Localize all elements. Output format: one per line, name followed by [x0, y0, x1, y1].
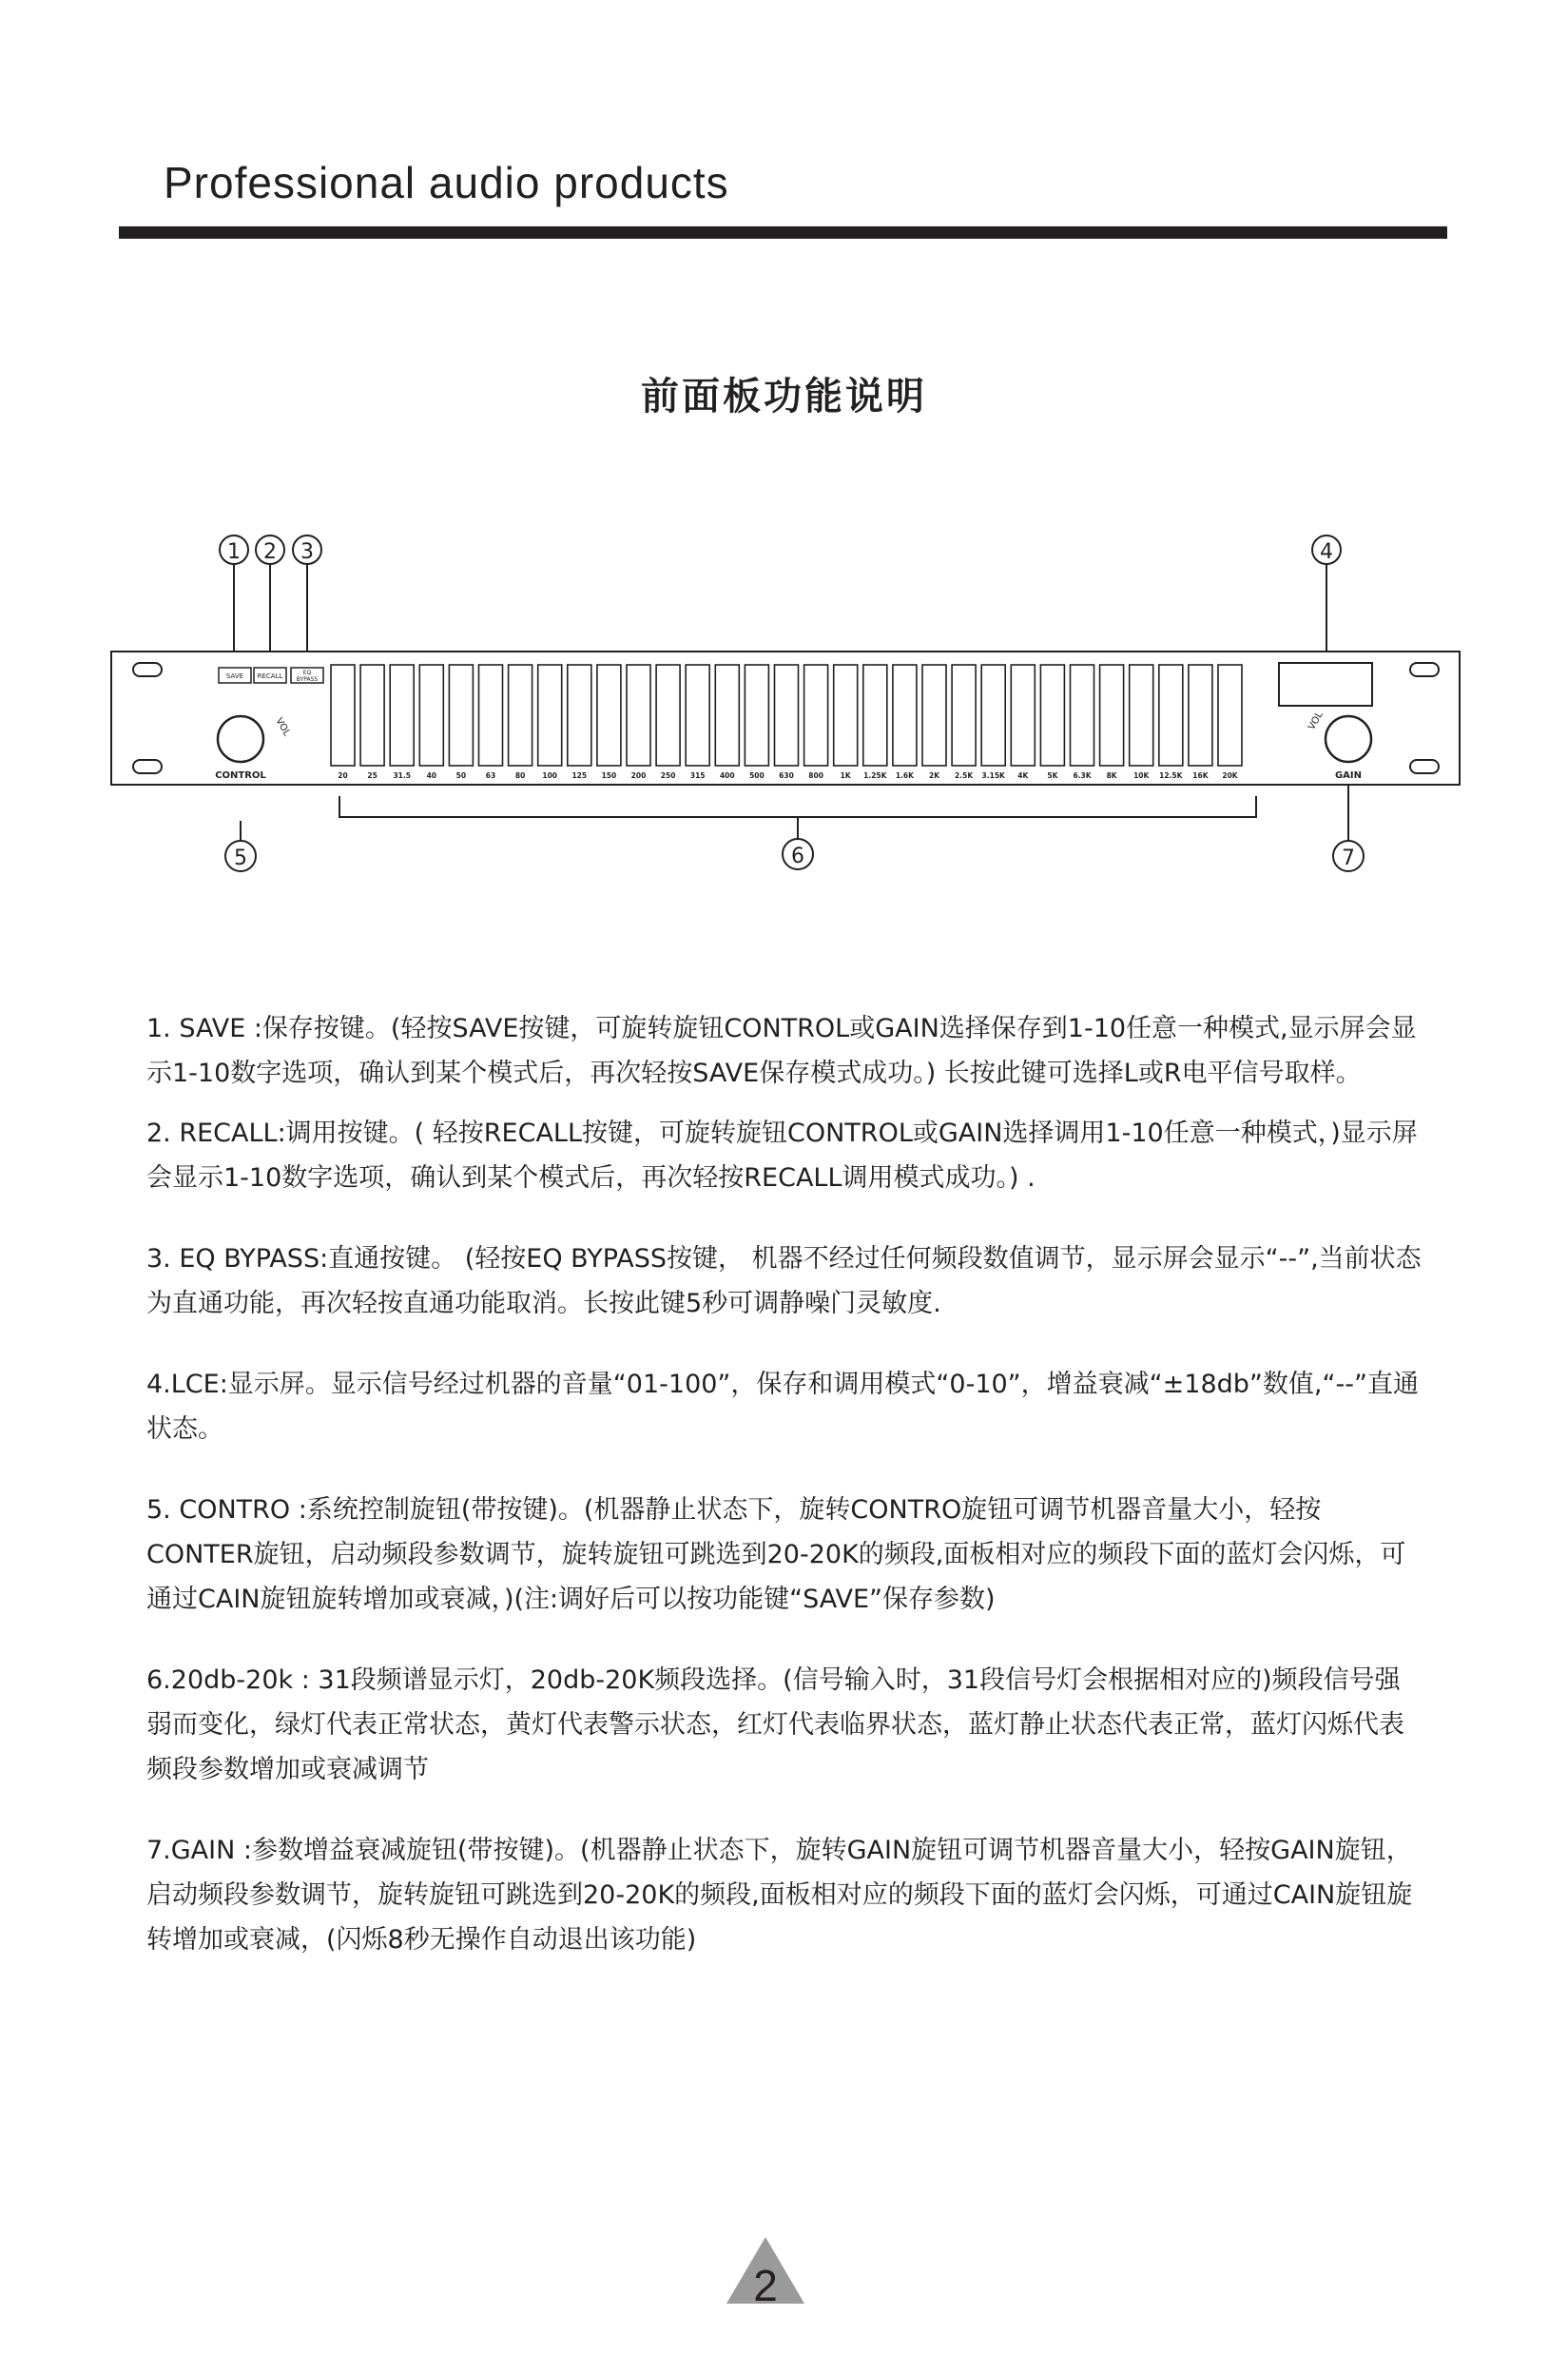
band-slot-10K: [1130, 665, 1153, 766]
band-slot-4K: [1011, 665, 1035, 766]
callout-6-label: 6: [791, 845, 804, 868]
band-slot-31.5: [390, 665, 414, 766]
eq-bypass-label-line1: EQ: [302, 670, 312, 676]
band-slot-1.6K: [893, 665, 917, 766]
callout-4-label: 4: [1320, 540, 1333, 564]
band-slot-5K: [1040, 665, 1064, 766]
band-label-25: 25: [367, 771, 377, 780]
paragraph-lcd: 4.LCE:显示屏。显示信号经过机器的音量“01-100”，保存和调用模式“0-10”，增益衰减“±18db”数值,“--”直通状态。: [146, 1370, 1419, 1444]
band-slot-2K: [922, 665, 946, 766]
band-slot-250: [656, 665, 680, 766]
callout-5-label: 5: [234, 847, 247, 870]
band-slot-8K: [1100, 665, 1124, 766]
callout-3-label: 3: [300, 540, 314, 564]
header-title: Professional audio products: [164, 158, 729, 207]
band-label-150: 150: [601, 771, 617, 780]
band-label-80: 80: [514, 771, 526, 780]
band-slot-1K: [834, 665, 858, 766]
band-label-1K: 1K: [840, 771, 851, 780]
paragraph-bands: 6.20db-20k : 31段频谱显示灯，20db-20K频段选择。(信号输入时，31段信号灯会根据相对应的)频段信号强弱而变化，绿灯代表正常状态，黄灯代表警示状态，红灯代表临界状态，蓝灯静止状态代表正常，蓝灯闪烁代表频段参数增加或衰减调节: [146, 1665, 1404, 1784]
callout-7-label: 7: [1342, 847, 1355, 870]
paragraph-recall: 2. RECALL:调用按键。( 轻按RECALL按键，可旋转旋钮CONTROL或GAIN选择调用1-10任意一种模式，)显示屏会显示1-10数字选项，确认到某个模式后，再次轻按RECALL调用模式成功。) .: [146, 1119, 1418, 1193]
callout-3: [293, 535, 321, 564]
gain-knob[interactable]: [1326, 716, 1371, 762]
band-label-250: 250: [660, 771, 676, 780]
gain-knob-label: GAIN: [1334, 770, 1363, 781]
page-number: 2: [753, 2261, 778, 2310]
band-slot-2.5K: [952, 665, 976, 766]
band-label-125: 125: [571, 771, 588, 780]
band-label-200: 200: [630, 771, 647, 780]
eq-bypass-label-line2: BYPASS: [296, 676, 319, 683]
lcd-display: [1279, 663, 1372, 706]
control-knob[interactable]: [218, 716, 263, 762]
callout-2-label: 2: [263, 540, 277, 564]
band-slot-80: [509, 665, 532, 766]
band-label-1.6K: 1.6K: [895, 771, 914, 780]
front-panel-diagram: [0, 0, 1568, 951]
paragraph-control: 5. CONTRO :系统控制旋钮(带按键)。(机器静止状态下，旋转CONTRO旋钮可调节机器音量大小，轻按CONTER旋钮，启动频段参数调节，旋转旋钮可跳选到20-20K的频段,面板相对应的频段下面的蓝灯会闪烁，可通过CAIN旋钮旋转增加或衰减，)(注:调好后可以按功能键“SAVE”保存参数): [146, 1495, 1406, 1614]
band-label-20K: 20K: [1222, 771, 1238, 780]
callout-4: [1312, 535, 1341, 564]
band-label-2.5K: 2.5K: [955, 771, 974, 780]
page-number-badge: [725, 2235, 806, 2310]
band-slot-6.3K: [1071, 665, 1094, 766]
paragraph-gain: 7.GAIN :参数增益衰减旋钮(带按键)。(机器静止状态下，旋转GAIN旋钮可调节机器音量大小，轻按GAIN旋钮，启动频段参数调节，旋转旋钮可跳选到20-20K的频段,面板相对应的频段下面的蓝灯会闪烁，可通过CAIN旋钮旋转增加或衰减，(闪烁8秒无操作自动退出该功能): [146, 1836, 1413, 1955]
callout-7: [1333, 841, 1364, 871]
band-label-50: 50: [455, 771, 467, 780]
band-label-63: 63: [485, 771, 496, 780]
page-heading: 前面板功能说明: [641, 375, 927, 418]
band-slot-3.15K: [981, 665, 1005, 766]
band-slot-800: [804, 665, 828, 766]
control-vol-label: VOL: [273, 716, 292, 738]
band-slot-150: [597, 665, 621, 766]
band-slot-12.5K: [1159, 665, 1183, 766]
band-slot-50: [449, 665, 473, 766]
callout-2: [256, 535, 284, 564]
band-label-6.3K: 6.3K: [1073, 771, 1092, 780]
band-label-4K: 4K: [1017, 771, 1029, 780]
band-label-40: 40: [426, 771, 437, 780]
band-label-8K: 8K: [1106, 771, 1117, 780]
band-slot-20: [331, 665, 355, 766]
band-label-800: 800: [808, 771, 823, 780]
paragraph-save: 1. SAVE :保存按键。(轻按SAVE按键，可旋转旋钮CONTROL或GAIN选择保存到1-10任意一种模式,显示屏会显示1-10数字选项，确认到某个模式后，再次轻按SAVE保存模式成功。) 长按此键可选择L或R电平信号取样。: [146, 1014, 1417, 1088]
band-label-400: 400: [719, 771, 735, 780]
band-label-630: 630: [779, 771, 794, 780]
band-slot-25: [360, 665, 384, 766]
band-label-5K: 5K: [1047, 771, 1058, 780]
band-label-3.15K: 3.15K: [981, 771, 1005, 780]
recall-button-label: RECALL: [257, 672, 283, 680]
band-slot-1.25K: [863, 665, 887, 766]
callout-6: [783, 839, 813, 869]
band-slot-20K: [1218, 665, 1242, 766]
band-meter-slots: [331, 665, 1242, 766]
description-body: [146, 1006, 1425, 1962]
band-label-12.5K: 12.5K: [1159, 771, 1183, 780]
band-label-31.5: 31.5: [393, 771, 411, 780]
callout-5: [225, 841, 256, 871]
band-slot-63: [479, 665, 503, 766]
band-label-2K: 2K: [928, 771, 940, 780]
band-slot-630: [775, 665, 799, 766]
control-knob-label: CONTROL: [215, 770, 266, 781]
callout-1: [220, 535, 248, 564]
band-label-10K: 10K: [1133, 771, 1150, 780]
band-slot-200: [627, 665, 650, 766]
band-label-20: 20: [338, 771, 348, 780]
band-slot-500: [745, 665, 768, 766]
band-label-315: 315: [689, 771, 706, 780]
paragraph-eq-bypass: 3. EQ BYPASS:直通按键。 (轻按EQ BYPASS按键， 机器不经过任何频段数值调节，显示屏会显示“--”,当前状态为直通功能，再次轻按直通功能取消。长按此键5秒可调静噪门灵敏度.: [146, 1244, 1422, 1318]
band-label-16K: 16K: [1192, 771, 1209, 780]
band-slot-315: [686, 665, 709, 766]
band-label-100: 100: [542, 771, 558, 780]
band-slot-40: [419, 665, 443, 766]
band-slot-16K: [1189, 665, 1212, 766]
band-label-500: 500: [749, 771, 765, 780]
save-button-label: SAVE: [225, 672, 244, 680]
band-slot-125: [568, 665, 591, 766]
band-label-1.25K: 1.25K: [863, 771, 887, 780]
gain-vol-label: VOL: [1307, 710, 1326, 732]
band-slot-100: [538, 665, 562, 766]
band-slot-400: [715, 665, 739, 766]
callout-1-label: 1: [227, 540, 241, 564]
